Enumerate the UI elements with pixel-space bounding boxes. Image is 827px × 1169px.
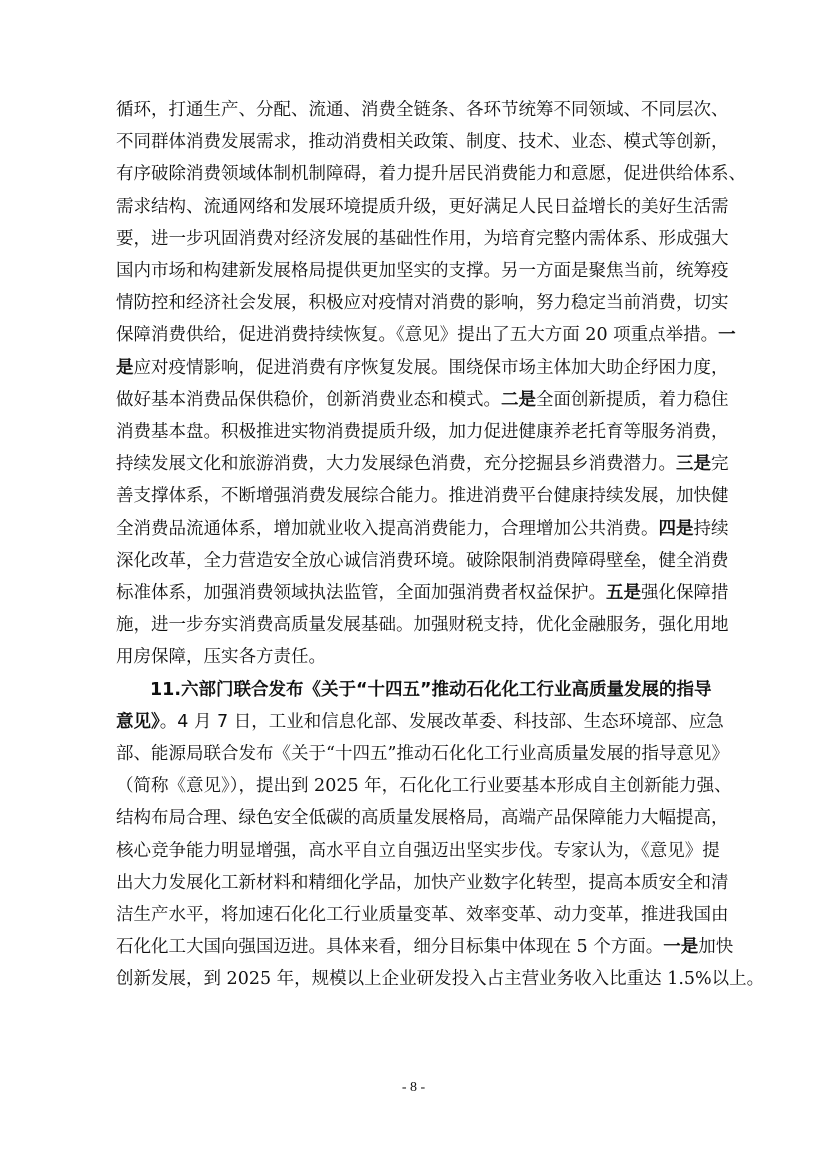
bold-text-segment: 三是 — [676, 454, 711, 475]
text-segment: 全消费品流通体系，增加就业收入提高消费能力，合理增加公共消费。 — [116, 518, 659, 539]
bold-text-segment: 一 — [718, 325, 736, 346]
text-segment: 。4 月 7 日，工业和信息化部、发展改革委、科技部、生态环境部、应急 — [159, 711, 724, 732]
text-line — [116, 963, 765, 995]
text-segment: 消费基本盘。积极推进实物消费提质升级，加力促进健康养老托育等服务消费， — [116, 422, 729, 442]
text-line — [116, 545, 729, 577]
text-line — [116, 384, 729, 416]
text-segment: 洁生产水平，将加速石化化工行业质量变革、效率变革、动力变革，推进我国由 — [116, 905, 729, 925]
text-line — [116, 94, 729, 126]
text-line — [116, 835, 720, 867]
text-line — [116, 319, 736, 351]
bold-text-segment: 11.六部门联合发布《关于“十四五”推动石化化工行业高质量发展的指导 — [150, 679, 712, 700]
text-segment: 部、能源局联合发布《关于“十四五”推动石化化工行业高质量发展的指导意见》 — [116, 744, 729, 764]
text-line — [116, 287, 729, 319]
bold-text-segment: 二是 — [501, 389, 536, 410]
text-segment: 要，进一步巩固消费对经济发展的基础性作用，为培育完整内需体系、形成强大 — [116, 228, 729, 249]
text-segment: 施，进一步夯实消费高质量发展基础。加强财税支持，优化金融服务，强化用地 — [116, 615, 729, 636]
text-segment: 循环，打通生产、分配、流通、消费全链条、各环节统筹不同领域、不同层次、 — [116, 100, 729, 120]
text-line — [116, 674, 711, 706]
text-line — [116, 931, 734, 963]
text-segment: 持续 — [693, 518, 729, 539]
bold-text-segment: 五是 — [606, 583, 641, 603]
text-line — [116, 738, 729, 770]
text-segment: 创新发展，到 2025 年，规模以上企业研发投入占主营业务收入比重达 1.5%以上。 — [116, 969, 765, 990]
text-line — [116, 706, 724, 738]
text-line — [116, 802, 729, 834]
text-segment: 情防控和经济社会发展，积极应对疫情对消费的影响，努力稳定当前消费，切实 — [116, 293, 729, 314]
text-segment: 结构布局合理、绿色安全低碳的高质量发展格局，高端产品保障能力大幅提高， — [116, 808, 729, 829]
text-segment: 不同群体消费发展需求，推动消费相关政策、制度、技术、业态、模式等创新， — [116, 132, 729, 153]
text-line — [116, 770, 732, 802]
text-line — [116, 867, 729, 899]
text-line — [116, 480, 729, 512]
text-segment: （简称《意见》），提出到 2025 年，石化化工行业要基本形成自主创新能力强、 — [116, 776, 732, 797]
bold-text-segment: 四是 — [658, 518, 694, 539]
text-segment: 出大力发展化工新材料和精细化学品，加快产业数字化转型，提高本质安全和清 — [116, 872, 729, 893]
text-segment: 全面创新提质，着力稳住 — [536, 389, 729, 410]
text-segment: 用房保障，压实各方责任。 — [116, 647, 326, 668]
text-segment: 加快 — [698, 937, 734, 958]
text-segment: 完 — [711, 454, 729, 475]
text-segment: 标准体系，加强消费领域执法监管，全面加强消费者权益保护。 — [116, 583, 606, 603]
text-segment: 持续发展文化和旅游消费，大力发展绿色消费，充分挖掘县乡消费潜力。 — [116, 454, 676, 475]
bold-text-segment: 意见》 — [116, 711, 160, 732]
text-segment: 强化保障措 — [641, 583, 729, 603]
text-line — [116, 255, 729, 287]
bold-text-segment: 是 — [116, 357, 134, 378]
text-line — [116, 158, 746, 190]
text-segment: 核心竞争能力明显增强，高水平自立自强迈出坚实步伐。专家认为，《意见》提 — [116, 840, 720, 861]
text-segment: 做好基本消费品保供稳价，创新消费业态和模式。 — [116, 389, 501, 410]
text-line — [116, 448, 729, 480]
text-segment: 有序破除消费领域体制机制障碍，着力提升居民消费能力和意愿，促进供给体系、 — [116, 164, 746, 185]
text-segment: 应对疫情影响，促进消费有序恢复发展。围绕保市场主体加大助企纾困力度， — [133, 357, 729, 378]
text-line — [116, 513, 729, 545]
text-line — [116, 899, 729, 931]
text-segment: 石化化工大国向强国迈进。具体来看，细分目标集中体现在 5 个方面。 — [116, 937, 664, 958]
text-segment: 深化改革，全力营造安全放心诚信消费环境。破除限制消费障碍壁垒，健全消费 — [116, 550, 729, 571]
text-line — [116, 223, 729, 255]
text-segment: 国内市场和构建新发展格局提供更加坚实的支撑。另一方面是聚焦当前，统筹疫 — [116, 261, 729, 281]
text-line — [116, 416, 729, 448]
text-segment: 需求结构、流通网络和发展环境提质升级，更好满足人民日益增长的美好生活需 — [116, 196, 729, 217]
text-line — [116, 126, 729, 158]
text-segment: 保障消费供给，促进消费持续恢复。《意见》提出了五大方面 20 项重点举措。 — [116, 325, 719, 346]
text-line — [116, 191, 729, 223]
text-line — [116, 609, 729, 641]
page-number: - 8 - — [401, 1080, 426, 1095]
text-line — [116, 641, 711, 673]
text-line — [116, 577, 729, 609]
text-segment: 善支撑体系，不断增强消费发展综合能力。推进消费平台健康持续发展，加快健 — [116, 486, 729, 507]
bold-text-segment: 一是 — [663, 937, 699, 958]
text-line — [116, 352, 729, 384]
